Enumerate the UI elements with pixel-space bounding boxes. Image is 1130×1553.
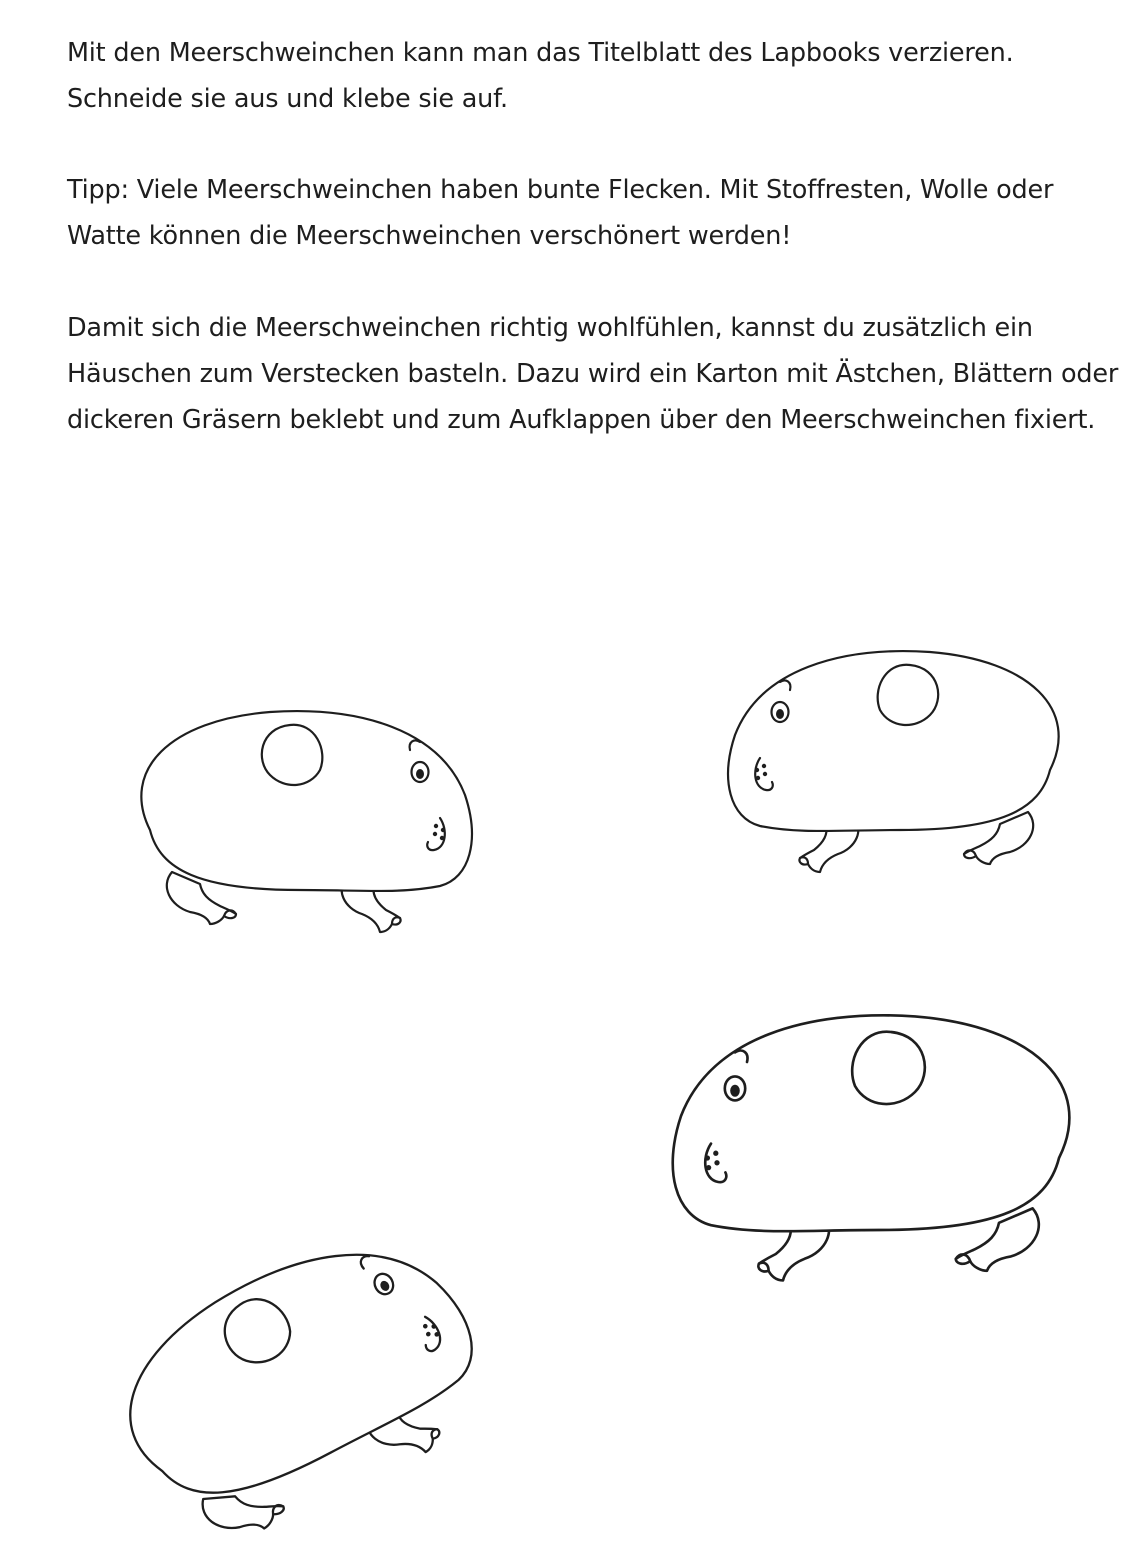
text-line: Watte können die Meerschweinchen verschönert werden!	[67, 221, 792, 251]
guinea-pig-1	[141, 711, 472, 932]
text-line: Häuschen zum Verstecken basteln. Dazu wird ein Karton mit Ästchen, Blättern oder	[67, 359, 1119, 389]
text-line: dickeren Gräsern beklebt und zum Aufklappen über den Meerschweinchen fixiert.	[67, 405, 1096, 435]
guinea-pig-3	[95, 1202, 510, 1553]
guinea-pig-4	[673, 1015, 1070, 1280]
text-line: Damit sich die Meerschweinchen richtig wohlfühlen, kannst du zusätzlich ein	[67, 313, 1033, 343]
text-line: Schneide sie aus und klebe sie auf.	[67, 84, 508, 114]
text-line: Mit den Meerschweinchen kann man das Titelblatt des Lapbooks verzieren.	[67, 38, 1014, 68]
text-line: Tipp: Viele Meerschweinchen haben bunte Flecken. Mit Stoffresten, Wolle oder	[67, 175, 1054, 205]
guinea-pig-2	[728, 651, 1059, 872]
